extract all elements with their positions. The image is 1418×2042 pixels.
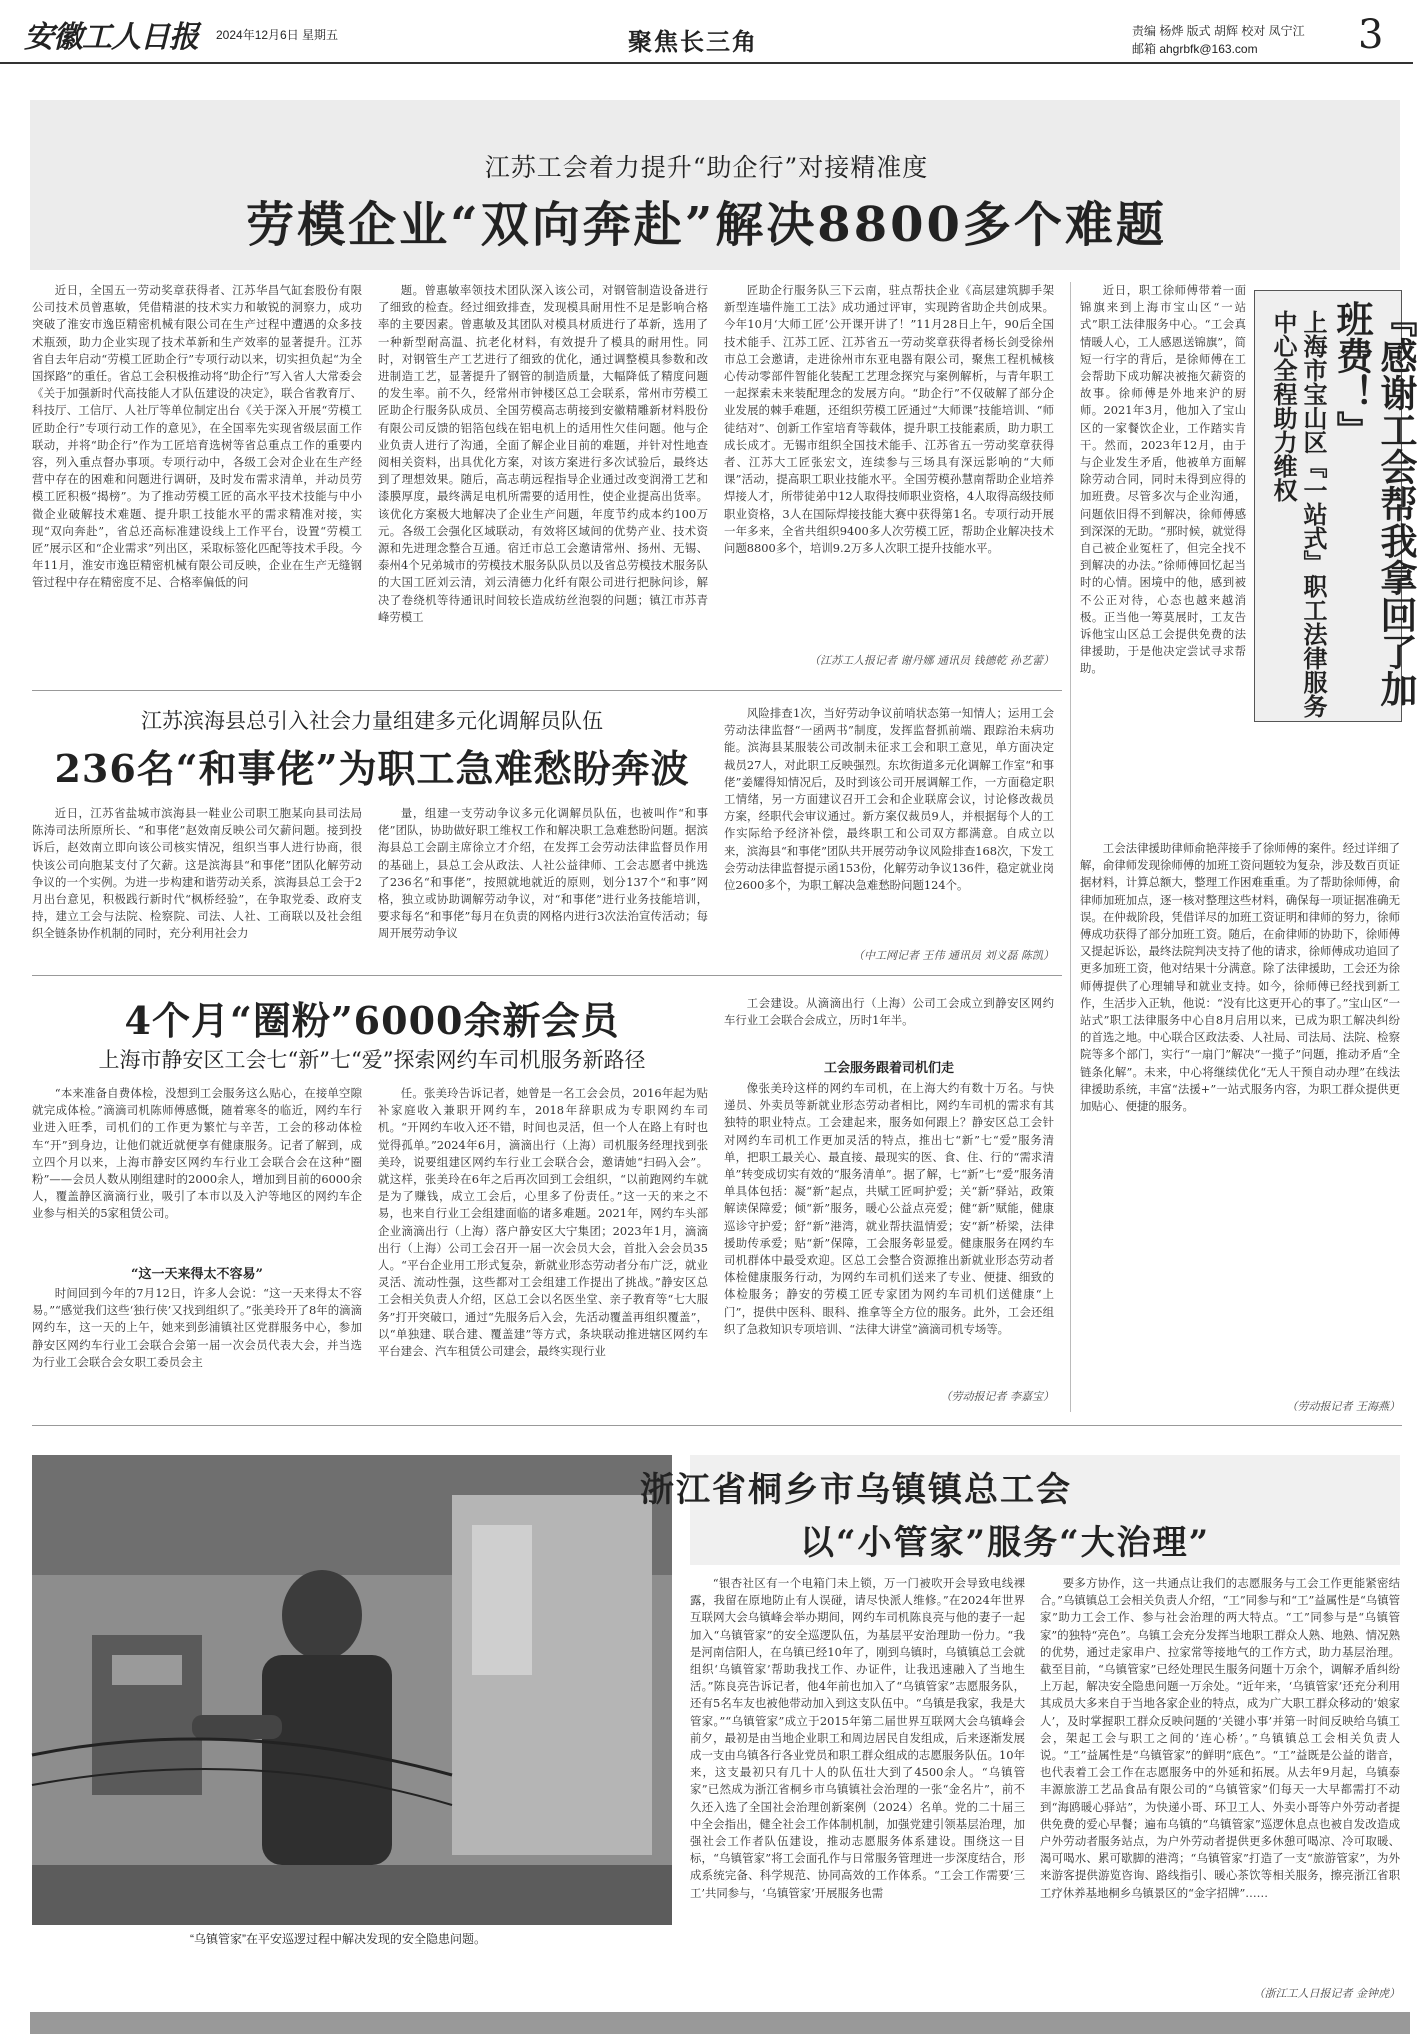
article4-column-2	[1040, 1575, 1400, 1980]
article3-subtitle: 上海市静安区工会七“新”七“爱”探索网约车司机服务新路径	[98, 1048, 646, 1072]
column-divider	[1070, 282, 1071, 1412]
article3-text-3b: 像张美玲这样的网约车司机，在上海大约有数十万名。与快递员、外卖员等新就业形态劳动者相比，网约车司机的需求有其独特的职业特点。工会建起来，服务如何跟上？静安区总工会针对网约车司机工作更加灵活的特点，推出七“新”七“爱”服务清单，把职工最关心、最直接、最现实的医、食、住、行的“需求清单”转变成切实有效的“服务清单”。据了解，七“新”七“爱”服务清单具体包括：凝“新”起点，共赋工匠呵护爱；关“新”驿站，政策解读保障爱；倾“新”服务，暖心公益点亮爱；健“新”赋能，健康巡诊守护爱；舒“新”港湾，就业帮扶温情爱；安“新”桥梁，法律援助传承爱；贴“新”保障，工会服务彰显爱。健康服务在网约车司机群体中最受欢迎。区总工会整合资源推出新就业形态劳动者体检健康服务行动，为网约车司机们送来了专业、便捷、细致的体检服务；静安的劳模工匠专家团为网约车司机们送健康“上门”，提供中医科、眼科、推拿等全方位的服务。此外，工会还组织了急救知识专项培训、“法律大讲堂”滴滴司机专场等。	[724, 1081, 1054, 1336]
article3-text-1b: 时间回到今年的7月12日，许多人会说：“这一天来得太不容易。”“感觉我们这些‘独行侠’又找到组织了。”张美玲开了8年的滴滴网约车，这一天的上午，她来到彭浦镇社区党群服务中心，参加静安区网约车行业工会联合会第一届一次会员代表大会，并当选为行业工会联合会女职工委员会主	[32, 1286, 362, 1369]
footer-bar	[30, 2012, 1410, 2034]
article4-title-line-2: 以“小管家”服务“大治理”	[800, 1523, 1211, 1563]
sidebar-subtitle: 上海市宝山区『一站式』职工法律服务中心全程助力维权	[1269, 310, 1328, 718]
article4-credit: （浙江工人日报记者 金钟虎）	[1253, 1987, 1400, 2000]
article2-column-1	[32, 805, 362, 963]
article4-text-2: 要多方协作，这一共通点让我们的志愿服务与工会工作更能紧密结合。”乌镇镇总工会相关负责人介绍，“工”同参与和“工”益属性是“乌镇管家”助力工会工作、参与社会治理的两大特点。“工”同参与是“乌镇管家”的独特“亮色”。乌镇工会充分发挥当地职工群众人熟、地熟、情况熟的优势，通过走家串户、拉家常等接地气的工作方式，助力基层治理。截至目前，“乌镇管家”已经处理民生服务问题十万余个，调解矛盾纠纷上万起，解决安全隐患问题一万余处。“近年来，‘乌镇管家’还充分利用其成员大多来自于当地各家企业的特点，成为广大职工群众移动的‘娘家人’，及时掌握职工群众反映问题的‘关键小事’并第一时间反映给乌镇工会，架起工会与职工之间的‘连心桥’。”乌镇镇总工会相关负责人说。“工”益属性是“乌镇管家”的鲜明“底色”。“工”益既是公益的谐音，也代表着工会工作在志愿服务中的外延和拓展。从去年9月起，乌镇泰丰源旅游工艺品食品有限公司的“乌镇管家”们每天一大早都需打不动到“海鸥暖心驿站”，为快递小哥、环卫工人、外卖小哥等户外劳动者提供免费的爱心早餐；遍布乌镇的“乌镇管家”巡逻休息点也被自发改造成户外劳动者服务站点，为户外劳动者提供更多休憩可喝凉、冷可取暖、渴可喝水、累可歇脚的港湾；“乌镇管家”打造了一支“旅游管家”，为外来游客提供游览咨询、路线指引、暖心茶饮等相关服务，擦亮浙江省职工疗休养基地桐乡乌镇景区的“金字招牌”……	[1040, 1576, 1400, 1900]
article3-text-3: 工会建设。从滴滴出行（上海）公司工会成立到静安区网约车行业工会联合会成立，历时1年半。	[724, 996, 1054, 1028]
article3-column-2	[378, 1085, 708, 1405]
sidebar-column-bottom	[1080, 840, 1400, 1395]
article4-text-1: “银杏社区有一个电箱门未上锁，万一门被吹开会导致电线裸露，我留在原地防止有人误碰，请尽快派人维修。”在2024年世界互联网大会乌镇峰会举办期间，网约车司机陈良亮与他的妻子一起加入“乌镇管家”的安全巡逻队伍，为基层平安治理助一份力。“我是河南信阳人，在乌镇已经10年了，刚到乌镇时，乌镇镇总工会就组织‘乌镇管家’帮助我找工作、办证件，让我迅速融入了当地生活。”陈良亮告诉记者，他4年前也加入了“乌镇管家”志愿服务队，还有5名车友也被他带动加入到这支队伍中。“乌镇是我家，我是大管家。”“乌镇管家”成立于2015年第二届世界互联网大会乌镇峰会前夕，最初是由当地企业职工和周边居民自发组成，后来逐渐发展成一支由乌镇各行各业党员和职工群众组成的志愿服务队伍。10年来，这支最初只有几十人的队伍壮大到了4500余人。“乌镇管家”已然成为浙江省桐乡市乌镇镇社会治理的一张“金名片”，前不久还入选了全国社会治理创新案例（2024）名单。党的二十届三中全会指出，健全社会工作体制机制，加强党建引领基层治理，加强社会工作者队伍建设，推动志愿服务体系建设。围绕这一目标，“乌镇管家”将工会面孔作与日常服务管理进一步深度结合，形成系统完备、科学规范、协同高效的工作体系。“工会工作需要‘三工’共同参与，‘乌镇管家’开展服务也需	[690, 1576, 1025, 1900]
article3-text-2: 任。张美玲告诉记者，她曾是一名工会会员，2016年起为贴补家庭收入兼职开网约车，2018年辞职成为专职网约车司机。“开网约车收入还不错，时间也灵活，但一个人在路上有时也觉得孤单。”2024年6月，滴滴出行（上海）司机服务经理找到张美玲，说要组建区网约车行业工会联合会，邀请她“扫码入会”。就这样，张美玲在6年之后再次回到工会组织，“以前跑网约车就是为了赚钱，成立工会后，心里多了份责任。”这一天的来之不易，也来自行业工会组建面临的诸多难题。2021年，网约车头部企业滴滴出行（上海）落户静安区大宁集团；2023年1月，滴滴出行（上海）公司工会召开一届一次会员大会，首批入会会员35人。“平台企业用工形式复杂，新就业形态劳动者分布广泛，就业灵活、流动性强，这些都对工会组建工作提出了挑战。”静安区总工会相关负责人介绍，区总工会以名医坐堂、亲子教育等“七大服务”打开突破口，通过“先服务后入会，先活动覆盖再组织覆盖”，以“单独建、联合建、覆盖建”等方式，条块联动推进辖区网约车平台建会、汽车租赁公司建会，最终实现行业	[378, 1086, 708, 1359]
lead-text-3: 匠助企行服务队三下云南，驻点帮扶企业《高层建筑脚手架新型连墙件施工工法》成功通过评审，实现跨省助企共创成果。今年10月‘大师工匠’公开课开讲了！”11月28日上午，90后全国技术能手、江苏工匠、江苏省五一劳动奖章获得者杨长剑受徐州市总工会邀请，走进徐州市东亚电器有限公司，聚焦工程机械核心传动零部件智能化装配工艺理念探究与案例解析，与青年职工一起探索未来装配理念的发展方向。“助企行”不仅破解了部分企业发展的棘手难题，还组织劳模工匠通过“大师课”技能培训、“师徒结对”、创新工作室培育等载体，提升职工技能素质，助力职工成长成才。无锡市组织全国技术能手、江苏省五一劳动奖章获得者、江苏大工匠张宏文，连续参与三场具有深远影响的“大师课”活动，提高职工职业技能水平。全国劳模孙慧南帮助企业培养焊接人才，所带徒弟中12人取得技师职业资格，4人取得高级技师职业资格，3人在国际焊接技能大赛中获得第1名。专项行动开展一年多来，全省共组织9400多人次劳模工匠，帮助企业解决技术问题8800多个，培训9.2万多人次职工提升技能水平。	[724, 283, 1054, 556]
article3-credit: （劳动报记者 李嘉宝）	[940, 1390, 1054, 1403]
lead-text-2: 题。曾惠敏率领技术团队深入该公司，对钢管制造设备进行了细致的检查。经过细致排查，发现模具耐用性不足是影响合格率的主要因素。曾惠敏及其团队对模具材质进行了革新，选用了一种新型耐高温、抗老化材料，有效提升了模具的耐用性。同时，对钢管生产工艺进行了细致的优化，通过调整模具参数和改进制造工艺，显著提升了钢管的制造质量，大幅降低了精度问题的发生率。前不久，经常州市钟楼区总工会联系，常州市劳模工匠助企行服务队成员、全国劳模高志萌接到安徽精雕新材料股份有限公司反馈的铝箔包线在铝电机上的适用性欠佳问题。他与企业负责人进行了沟通，全面了解企业目前的难题，并针对性地查阅相关资料，出具优化方案，对该方案进行多次试验后，最终达到了理想效果。随后，高志萌远程指导企业通过改变润滑工艺和漆膜厚度，最终满足电机所需要的适用性，使企业提高出货率。该优化方案极大地解决了企业生产问题，年度节约成本约100万元。各级工会强化区域联动，有效将区域间的优势产业、技术资源和先进理念整合互通。宿迁市总工会邀请常州、扬州、无锡、泰州4个兄弟城市的劳模技术服务队队员以及省总劳模技术服务队的大国工匠刘云清，刘云清德力化纤有限公司进行把脉问诊，解决了卷绕机等待通讯时间较长造成纺丝泡裂的问题；镇江市苏青峰劳模工	[378, 283, 708, 624]
issue-date: 2024年12月6日 星期五	[216, 28, 339, 42]
divider	[32, 1425, 1402, 1426]
lead-credit: （江苏工人报记者 谢丹娜 通讯员 钱德乾 孙艺蕾）	[809, 654, 1054, 667]
sidebar-column-top	[1080, 282, 1246, 832]
article2-column-2	[378, 805, 708, 963]
article4-column-1	[690, 1575, 1025, 1995]
article2-text-1: 近日，江苏省盐城市滨海县一鞋业公司职工胞某向县司法局陈涛司法所原所长、“和事佬”赵效南反映公司欠薪问题。接到投诉后，赵效南立即向该公司核实情况，组织当事人进行协商，很快该公司向胞某支付了欠薪。这是滨海县“和事佬”团队化解劳动争议的一个实例。为进一步构建和谐劳动关系，滨海县总工会于2月出台意见，积极践行新时代“枫桥经验”，在争取党委、政府支持，建立工会与法院、检察院、司法、人社、工商联以及社会组织全链条协作机制的同时，充分利用社会力	[32, 806, 362, 941]
article2-text-2: 量，组建一支劳动争议多元化调解员队伍，也被叫作“和事佬”团队，协助做好职工维权工作和解决职工急难愁盼问题。据滨海县总工会副主席徐立才介绍，在发挥工会劳动法律监督员作用的基础上，县总工会从政法、人社公益律师、工会志愿者中挑选了236名“和事佬”，按照就地就近的原则，划分137个“和事”网格，独立或协助调解劳动争议，对“和事佬”进行业务技能培训，要求每名“和事佬”每月在负责的网格内进行3次法治宣传活动；每周开展劳动争议	[378, 806, 708, 941]
sidebar-credit: （劳动报记者 王海燕）	[1286, 1400, 1400, 1413]
lead-subtitle: 江苏工会着力提升“助企行”对接精准度	[484, 153, 929, 182]
newspaper-logo: 安徽工人日报	[24, 20, 198, 55]
article3-column-3b	[724, 1080, 1054, 1382]
lead-column-1	[32, 282, 362, 672]
article3-title: 4个月“圈粉”6000余新会员	[124, 998, 620, 1043]
article3-subhead-1: “这一天来得太不容易”	[131, 1267, 263, 1282]
lead-title: 劳模企业“双向奔赴”解决8800多个难题	[246, 197, 1167, 253]
article3-column-1b	[32, 1285, 362, 1405]
divider	[32, 690, 1062, 691]
editors-line: 责编 杨烨 版式 胡辉 校对 凤宁江	[1132, 24, 1305, 38]
article3-column-1	[32, 1085, 362, 1257]
article3-subhead-2: 工会服务跟着司机们走	[823, 1061, 954, 1076]
sidebar-text-top: 近日，职工徐师傅带着一面锦旗来到上海市宝山区“一站式”职工法律服务中心。“工会真情暖人心，工人感恩送锦旗”，简短一行字的背后，是徐师傅在工会帮助下成功解决被拖欠薪资的故事。徐师傅是外地来沪的厨师。2021年3月，他加入了宝山区的一家餐饮企业，工作踏实肯干。然而，2023年12月，由于与企业发生矛盾，他被单方面解除劳动合同，同时未得到应得的加班费。尽管多次与企业沟通，问题依旧得不到解决，徐师傅感到深深的无助。“那时候，就觉得自己被企业冤枉了，但完全找不到解决的办法。”徐师傅回忆起当时的心情。困境中的他，感到被不公正对待，心态也越来越消极。正当他一筹莫展时，工友告诉他宝山区总工会提供免费的法律援助，于是他决定尝试寻求帮助。	[1080, 283, 1246, 676]
divider	[32, 975, 1062, 976]
article2-subtitle: 江苏滨海县总引入社会力量组建多元化调解员队伍	[141, 709, 603, 733]
email-line: 邮箱 ahgrbfk@163.com	[1132, 42, 1258, 56]
page-number: 3	[1358, 12, 1384, 58]
article2-text-3: 风险排查1次，当好劳动争议前哨状态第一知情人；运用工会劳动法律监督“一函两书”制度，发挥监督抓前端、跟踪治未病功能。滨海县某服装公司改制未征求工会和职工意见，单方面决定裁员27人，对此职工反映强烈。东坎街道多元化调解工作室“和事佬”姜耀得知情况后，及时到该公司开展调解工作，一方面稳定职工情绪，另一方面建议召开工会和企业联席会议，讨论修改裁员方案，经职代会审议通过。新方案仅裁员9人，并根据每个人的工作实际给予经济补偿，最终职工和公司双方都满意。自成立以来，滨海县“和事佬”团队共开展劳动争议风险排查168次，下发工会劳动法律监督提示函153份，化解劳动争议136件，稳定就业岗位2600多个，为职工解决急难愁盼问题124个。	[724, 706, 1054, 893]
lead-column-2	[378, 282, 708, 672]
section-title: 聚焦长三角	[628, 29, 758, 56]
editors-info	[1132, 22, 1305, 58]
sidebar-title: 『感谢工会帮我拿回了加班费！』	[1330, 300, 1418, 707]
article2-credit: （中工网记者 王伟 通讯员 刘义磊 陈凯）	[853, 949, 1054, 962]
lead-column-3	[724, 282, 1054, 650]
article4-photo	[32, 1455, 672, 1925]
photo-caption: “乌镇管家”在平安巡逻过程中解决发现的安全隐患问题。	[190, 1932, 486, 1946]
article2-column-3	[724, 705, 1054, 943]
article3-text-1: “本来准备自费体检，没想到工会服务这么贴心，在接单空隙就完成体检。”滴滴司机陈师傅感慨，随着寒冬的临近，网约车行业进入旺季，司机们的工作更为繁忙与辛苦，工会的移动体检车“开”到身边，让他们就近就便享有健康服务。记者了解到，成立四个月以来，上海市静安区网约车行业工会联合会在这种“圈粉”——会员人数从刚组建时的2000余人，增加到目前的6000余人，覆盖静区滴滴行业，吸引了本市以及入沪等地区的网约车企业参与相关的5家租赁公司。	[32, 1086, 362, 1221]
article2-title: 236名“和事佬”为职工急难愁盼奔波	[54, 746, 690, 791]
article4-title-line-1: 浙江省桐乡市乌镇镇总工会	[640, 1470, 1072, 1510]
article3-column-3	[724, 995, 1054, 1051]
sidebar-text-bottom: 工会法律援助律师俞艳萍接手了徐师傅的案件。经过详细了解，俞律师发现徐师傅的加班工资问题较为复杂，涉及数百页证据材料，计算总额大，整理工作困难重重。为了帮助徐师傅，俞律师加班加点，逐一核对整理这些材料，确保每一项证据准确无误。在仲裁阶段，凭借详尽的加班工资证明和律师的努力，徐师傅成功获得了部分加班工资。随后，在俞律师的协助下，徐师傅又提起诉讼，最终法院判决支持了他的请求，徐师傅成功追回了更多加班工资，他对结果十分满意。除了法律援助，工会还为徐师傅提供了心理辅导和就业支持。如今，徐师傅已经找到新工作，生活步入正轨，他说：“没有比这更开心的事了。”宝山区“一站式”职工法律服务中心自8月启用以来，已成为职工解决纠纷的首选之地。中心联合区政法委、人社局、司法局、法院、检察院等多个部门，实行“一扇门”解决“一揽子”问题，推动矛盾“全链条化解”。未来，中心将继续优化“无人干预自动办理”在线法律援助系统，丰富“法援+”一站式服务内容，为职工群众提供更加贴心、便捷的服务。	[1080, 841, 1400, 1114]
photo-placeholder	[32, 1455, 672, 1925]
lead-text-1: 近日，全国五一劳动奖章获得者、江苏华昌气缸套股份有限公司技术员曾惠敏，凭借精湛的技术实力和敏锐的洞察力，成功突破了淮安市逸臣精密机械有限公司在生产过程中遭遇的众多技术瓶颈，助力企业实现了技术革新和生产效率的显著提升。江苏省自去年启动“劳模工匠助企行”专项行动以来，切实担负起“为全国探路”的重任。省总工会积极推动将“助企行”写入省人大常委会《关于加强新时代高技能人才队伍建设的决定》，联合省教育厅、科技厅、工信厅、人社厅等单位制定出台《关于深入开展“劳模工匠助企行”专项行动工作的意见》，在全国率先实现省级层面工作联动，并将“助企行”作为工匠培育选树等省总重点工作的重要内容，列入重点督办事项。专项行动中，各级工会对企业在生产经营中存在的困难和问题进行调研，及时发布需求清单，并动员劳模工匠积极“揭榜”。为了推动劳模工匠的高水平技术技能与中小微企业破解技术难题、提升职工技能水平的需求精准对接，实现“双向奔赴”，省总还高标准建设线上工作平台，设置“劳模工匠”展示区和“企业需求”列出区，采取标签化匹配等技术手段。今年11月，淮安市逸臣精密机械有限公司反映，企业在生产无缝钢管过程中存在精密度不足、合格率偏低的问	[32, 283, 362, 590]
